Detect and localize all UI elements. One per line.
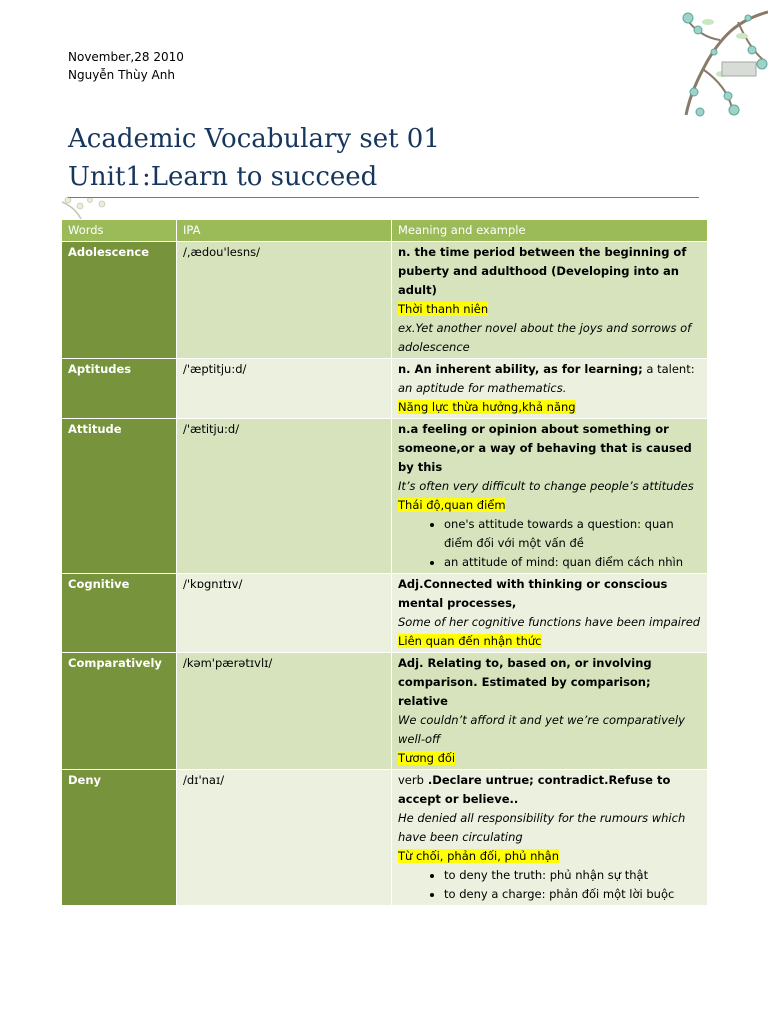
- ipa-cell: /'æptitju:d/: [177, 359, 392, 419]
- list-item: • an attitude of mind: quan điểm cách nhìn: [444, 553, 702, 572]
- column-header-ipa: IPA: [177, 220, 392, 242]
- example: It’s often very difficult to change people’s attitudes: [398, 479, 694, 493]
- example: We couldn’t afford it and yet we’re comparatively well-off: [398, 713, 685, 746]
- ipa-cell: /dɪ'naɪ/: [177, 770, 392, 906]
- usage-notes: [398, 866, 702, 904]
- column-header-words: Words: [62, 220, 177, 242]
- document-title: [68, 120, 440, 196]
- list-item: • one's attitude towards a question: quan điểm đối với một vấn đề: [444, 515, 702, 553]
- title-line-2: Unit1:Learn to succeed: [68, 162, 378, 192]
- definition: [398, 771, 702, 809]
- definition: n. the time period between the beginning of puberty and adulthood (Developing into an adult): [398, 245, 687, 297]
- definition-bold: n. An inherent ability, as for learning;: [398, 362, 643, 376]
- example: He denied all responsibility for the rumours which have been circulating: [398, 811, 686, 844]
- list-item: • to deny a charge: phản đối một lời buộc: [444, 885, 702, 904]
- translation: Thái độ,quan điểm: [398, 498, 506, 512]
- ipa-cell: /kəm'pærətɪvlɪ/: [177, 653, 392, 770]
- tree-branch-illustration: [628, 0, 768, 120]
- header-author: Nguyễn Thùy Anh: [68, 68, 175, 82]
- translation: Năng lực thừa hưởng,khả năng: [398, 400, 576, 414]
- translation: Từ chối, phản đối, phủ nhận: [398, 849, 559, 863]
- ipa-cell: /,ædou'lesns/: [177, 242, 392, 359]
- word-cell: Deny: [62, 770, 177, 906]
- translation: Tương đối: [398, 751, 456, 765]
- definition: n.a feeling or opinion about something or someone,or a way of behaving that is caused by this: [398, 422, 692, 474]
- document-header: [68, 48, 184, 84]
- table-row: [62, 574, 708, 653]
- translation: Thời thanh niên: [398, 302, 489, 316]
- column-header-meaning: Meaning and example: [392, 220, 708, 242]
- example: Some of her cognitive functions have been impaired: [398, 615, 701, 629]
- usage-notes: [398, 515, 702, 572]
- table-row: [62, 653, 708, 770]
- definition: Adj.Connected with thinking or conscious mental processes,: [398, 577, 668, 610]
- meaning-cell: [392, 359, 708, 419]
- ipa-cell: /'ætitju:d/: [177, 419, 392, 574]
- table-row: [62, 770, 708, 906]
- title-divider: [68, 197, 699, 198]
- definition: [398, 360, 702, 379]
- meaning-cell: [392, 574, 708, 653]
- meaning-cell: [392, 653, 708, 770]
- meaning-cell: [392, 770, 708, 906]
- table-row: [62, 359, 708, 419]
- definition-bold: .Declare untrue; contradict.Refuse to accept or believe..: [398, 773, 671, 806]
- definition-lead: verb: [398, 773, 424, 787]
- translation: Liên quan đến nhận thức: [398, 634, 542, 648]
- definition: Adj. Relating to, based on, or involving comparison. Estimated by comparison; relative: [398, 656, 652, 708]
- word-cell: Comparatively: [62, 653, 177, 770]
- example: ex.Yet another novel about the joys and sorrows of adolescence: [398, 321, 692, 354]
- meaning-cell: [392, 242, 708, 359]
- word-cell: Adolescence: [62, 242, 177, 359]
- vocabulary-table: [61, 219, 708, 906]
- table-row: [62, 242, 708, 359]
- word-cell: Cognitive: [62, 574, 177, 653]
- table-row: [62, 419, 708, 574]
- list-item: • to deny the truth: phủ nhận sự thật: [444, 866, 702, 885]
- word-cell: Aptitudes: [62, 359, 177, 419]
- header-date: November,28 2010: [68, 50, 184, 64]
- ipa-cell: /'kɒgnɪtɪv/: [177, 574, 392, 653]
- word-cell: Attitude: [62, 419, 177, 574]
- example: an aptitude for mathematics.: [398, 381, 567, 395]
- definition-plain: a talent:: [642, 362, 695, 376]
- title-line-1: Academic Vocabulary set 01: [68, 124, 440, 154]
- meaning-cell: [392, 419, 708, 574]
- table-header-row: [62, 220, 708, 242]
